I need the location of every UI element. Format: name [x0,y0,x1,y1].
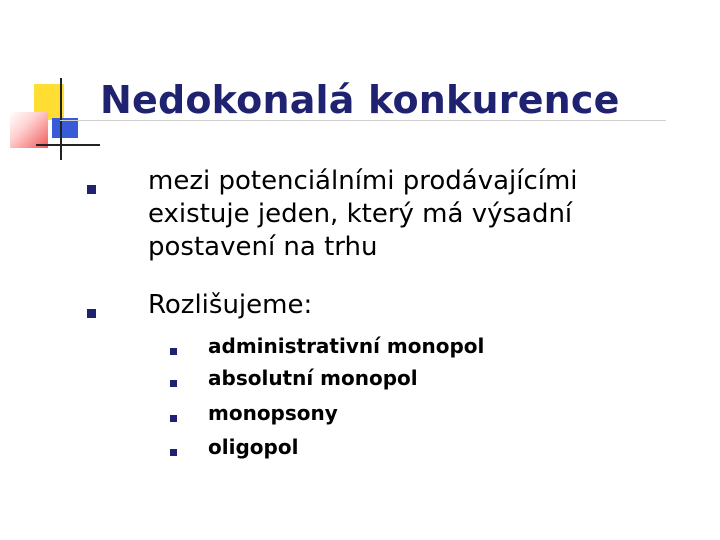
small-square-bullet-icon [170,348,177,355]
vertical-rule [60,78,62,160]
sub-bullet-text: absolutní monopol [208,366,418,390]
small-square-bullet-icon [170,380,177,387]
sub-bullet-text: oligopol [208,435,299,459]
square-bullet-icon [87,309,96,318]
sub-bullet-text: administrativní monopol [208,334,485,358]
bullet-text: mezi potenciálními prodávajícími existuje jeden, který má výsadní postavení na trhu [148,166,578,262]
square-bullet-icon [87,185,96,194]
blue-square [52,118,78,138]
small-square-bullet-icon [170,415,177,422]
slide-title: Nedokonalá konkurence [100,78,620,122]
bullet-text: Rozlišujeme: [148,290,313,320]
small-square-bullet-icon [170,449,177,456]
red-gradient-square [10,112,48,148]
horizontal-rule [36,144,100,146]
sub-bullet-text: monopsony [208,401,338,425]
